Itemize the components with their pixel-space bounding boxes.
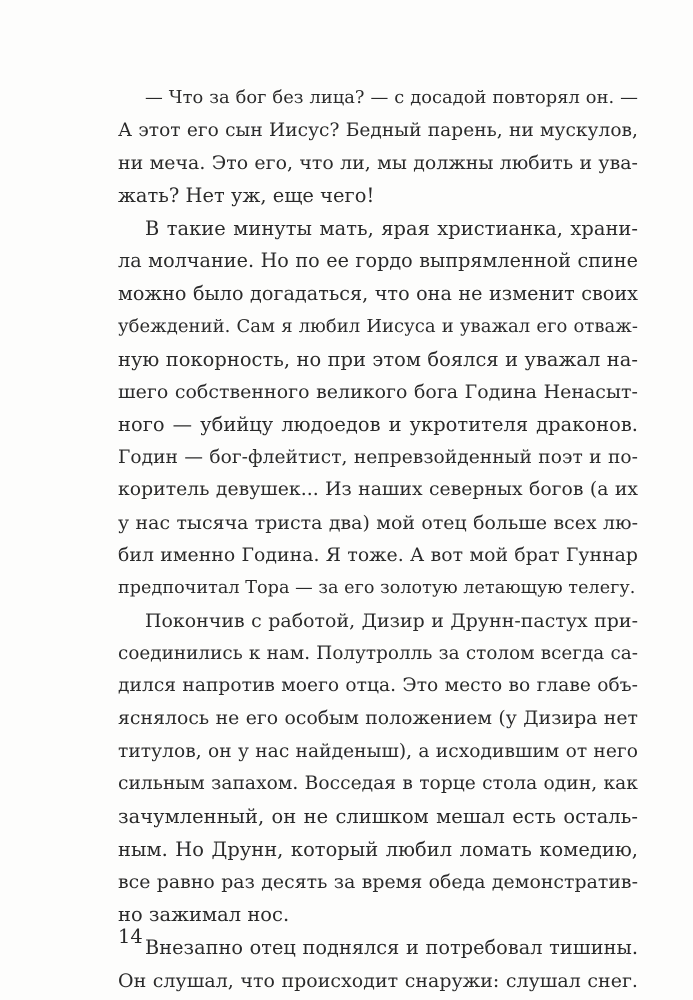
text-line: жать? Нет уж, еще чего!	[118, 184, 375, 208]
text-line: В такие минуты мать, ярая христианка, храни-	[145, 216, 638, 240]
text-line: шего собственного великого бога Година Ненасыт-	[118, 381, 638, 404]
text-line: бил именно Година. Я тоже. А вот мой брат Гуннар	[118, 544, 638, 566]
body-text	[118, 82, 638, 997]
text-line: А этот его сын Иисус? Бедный парень, ни мускулов,	[118, 119, 638, 141]
text-line: Покончив с работой, Дизир и Друнн-пастух при-	[145, 610, 638, 632]
text-line: яснялось не его особым положением (у Дизира нет	[118, 708, 638, 730]
text-line: дился напротив моего отца. Это место во главе объ-	[118, 675, 638, 697]
text-line: у нас тысяча триста два) мой отец больше всех лю-	[118, 511, 638, 534]
text-line: Он слушал, что происходит снаружи: слушал снег.	[118, 969, 638, 992]
text-line: ла молчание. Но по ее гордо выпрямленной спине	[118, 249, 638, 273]
text-line: — Что за бог без лица? — с досадой повторял он. —	[145, 87, 638, 108]
text-line: коритель девушек... Из наших северных богов (а их	[118, 479, 638, 501]
text-line: титулов, он у нас найденыш), а исходившим от него	[118, 740, 638, 762]
text-line: ни меча. Это его, что ли, мы должны любить и ува-	[118, 152, 638, 175]
text-line: ным. Но Друнн, который любил ломать комедию,	[118, 837, 638, 861]
page-number: 14	[118, 925, 143, 948]
text-line: ную покорность, но при этом боялся и уважал на-	[118, 347, 638, 371]
text-line: ного — убийцу людоедов и укротителя драконов.	[118, 412, 638, 436]
text-line: Внезапно отец поднялся и потребовал тишины.	[145, 935, 638, 959]
text-line: сильным запахом. Восседая в торце стола один, как	[118, 773, 638, 795]
text-line: Годин — бог-флейтист, непревзойденный поэт и по-	[118, 446, 638, 468]
text-line: убеждений. Сам я любил Иисуса и уважал его отваж-	[118, 315, 638, 337]
text-line: предпочитал Тора — за его золотую летающую телегу.	[118, 578, 636, 599]
text-line: все равно раз десять за время обеда демонстратив-	[118, 871, 638, 893]
text-line: соединились к нам. Полутролль за столом всегда са-	[118, 642, 638, 664]
text-line: зачумленный, он не слишком мешал есть осталь-	[118, 805, 638, 829]
text-line: можно было догадаться, что она не изменит своих	[118, 282, 638, 306]
text-line: но зажимал нос.	[118, 903, 290, 927]
